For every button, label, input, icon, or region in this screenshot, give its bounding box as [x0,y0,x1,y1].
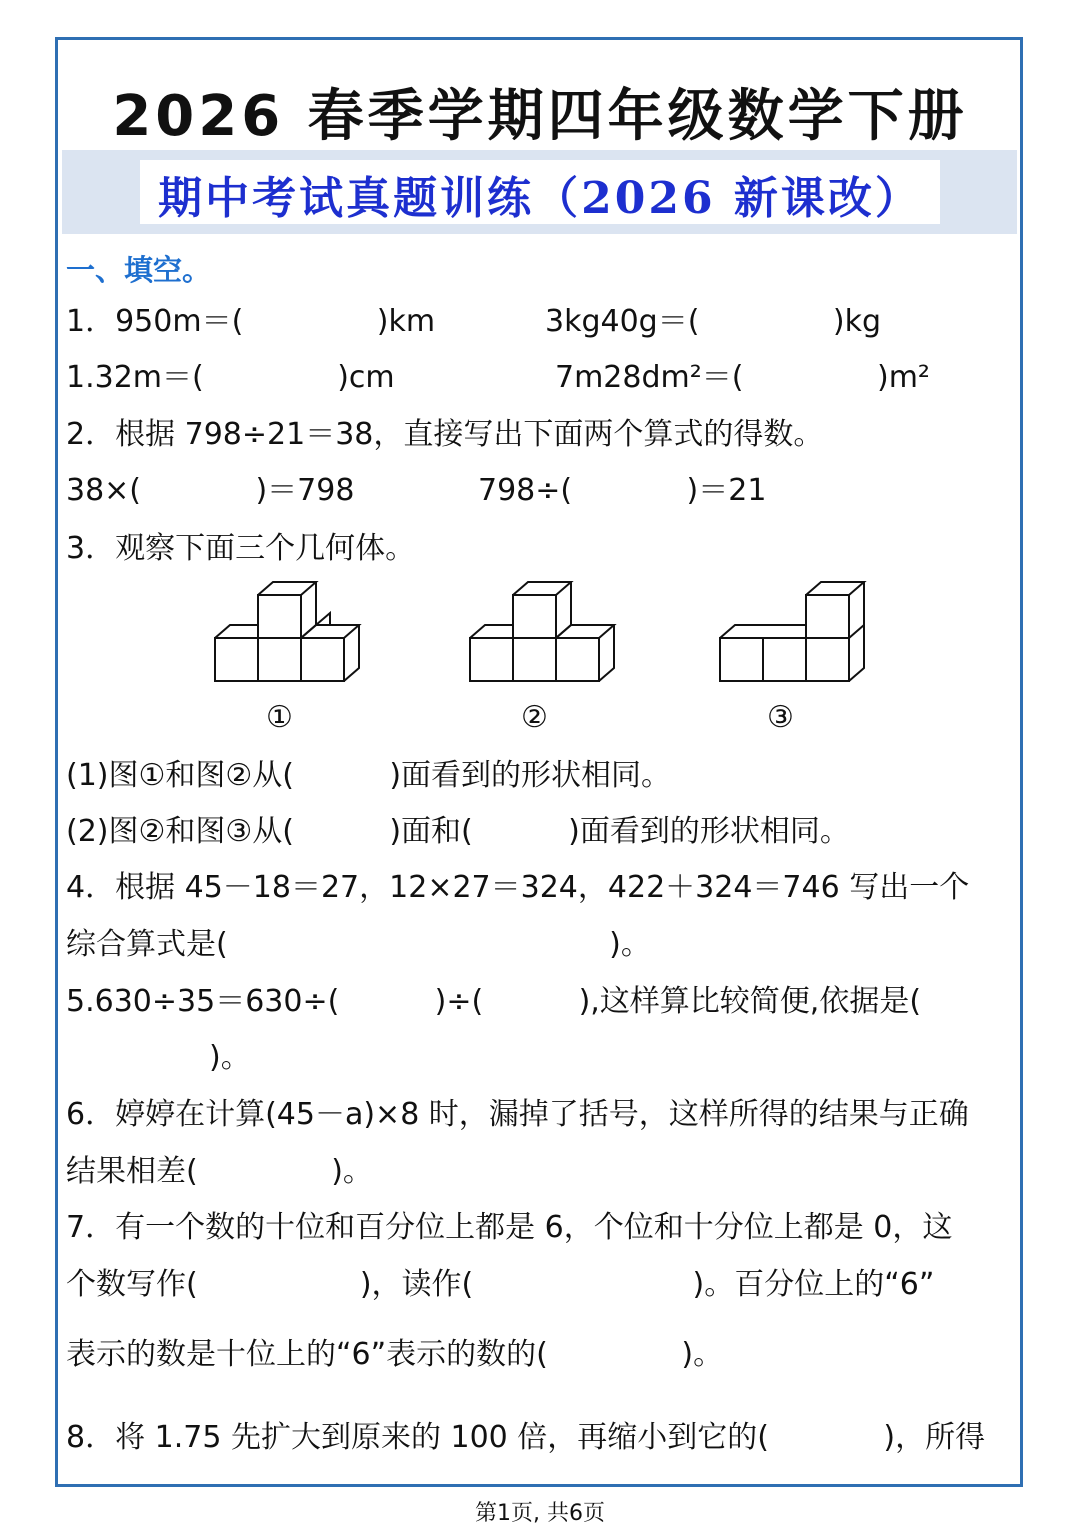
question-7-line-2: 个数写作( )，读作( )。百分位上的“6” [66,1267,935,1302]
page-number: 第1页, 共6页 [475,1501,605,1526]
figure-3-label: ③ [767,700,794,735]
question-7-line-3: 表示的数是十位上的“6”表示的数的( )。 [66,1337,724,1372]
question-2: 2．根据 798÷21＝38，直接写出下面两个算式的得数。 [66,417,824,452]
question-8: 8．将 1.75 先扩大到原来的 100 倍，再缩小到它的( )，所得 [66,1420,986,1455]
question-4-line-1: 4．根据 45－18＝27，12×27＝324，422＋324＝746 写出一个 [66,870,970,905]
question-6-line-1: 6．婷婷在计算(45－a)×8 时，漏掉了括号，这样所得的结果与正确 [66,1097,969,1132]
question-4-line-2: 综合算式是( )。 [66,927,651,962]
question-1d: 7m28dm²＝( )m² [555,360,930,395]
question-6-line-2: 结果相差( )。 [66,1154,373,1189]
question-3-part-1: (1)图①和图②从( )面看到的形状相同。 [66,758,672,793]
question-2a: 38×( )＝798 [66,473,355,508]
question-3-part-2: (2)图②和图③从( )面和( )面看到的形状相同。 [66,814,850,849]
figure-3-cubes [720,582,864,681]
figure-2-cubes [470,582,614,681]
figure-1-label: ① [266,700,293,735]
question-5-line-1: 5.630÷35＝630÷( )÷( ),这样算比较简便,依据是( [66,984,922,1019]
question-5-line-2: )。 [66,1040,251,1075]
question-3: 3．观察下面三个几何体。 [66,531,416,566]
figure-2-label: ② [521,700,548,735]
section-heading-fill-blank: 一、填空。 [66,253,212,287]
page-title: 2026 春季学期四年级数学下册 [112,84,968,149]
question-1a: 1．950m＝( )km [66,304,436,339]
question-1c: 1.32m＝( )cm [66,360,395,395]
cube-figures [200,570,900,700]
question-7-line-1: 7．有一个数的十位和百分位上都是 6，个位和十分位上都是 0，这 [66,1210,953,1245]
question-2b: 798÷( )＝21 [478,473,767,508]
question-1b: 3kg40g＝( )kg [545,304,882,339]
page-subtitle: 期中考试真题训练（2026 新课改） [158,173,922,224]
figure-1-cubes [215,582,359,681]
